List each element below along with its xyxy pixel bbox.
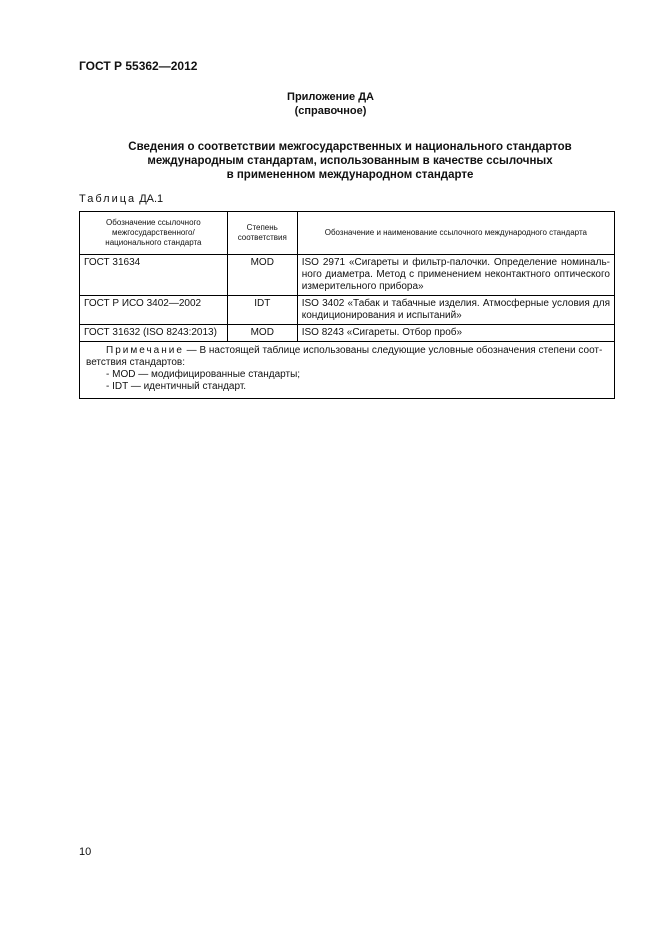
table-label-number: ДА.1 [139, 193, 164, 205]
cell-degree: MOD [227, 255, 297, 296]
cell-international: ISO 2971 «Сигареты и фильтр-палочки. Определение номинального диаметра. Метод с применением неконтактного оптического измерительного прибора» [297, 255, 614, 296]
cell-degree: MOD [227, 325, 297, 342]
note-intro [86, 345, 608, 369]
note-item-idt: - IDT — идентичный стандарт. [106, 381, 247, 392]
cell-standard: ГОСТ 31634 [80, 255, 228, 296]
header-national-standard: Обозначение ссылочного межгосударственного/ национального стандарта [80, 212, 228, 255]
annex-subtitle: (справочное) [294, 105, 367, 117]
table-note [80, 342, 615, 399]
cell-standard: ГОСТ Р ИСО 3402—2002 [80, 296, 228, 325]
table-label-prefix: Таблица [79, 193, 137, 205]
section-title [120, 140, 580, 182]
note-label: Примечание [106, 345, 184, 356]
table-label [79, 193, 163, 205]
table-note-row [80, 342, 615, 399]
title-line-1: Сведения о соответствии межгосударственных и национального стандартов [128, 141, 572, 153]
document-designation: ГОСТ Р 55362—2012 [79, 59, 198, 73]
table-row [80, 325, 615, 342]
note-text: — В настоящей таблице использованы следующие условные обозначения степени соответствия стандартов: [86, 345, 603, 368]
table-row [80, 296, 615, 325]
annex-title: Приложение ДА [287, 91, 374, 103]
header-degree: Степень соответствия [227, 212, 297, 255]
header-international-standard: Обозначение и наименование ссылочного международного стандарта [297, 212, 614, 255]
cell-international: ISO 3402 «Табак и табачные изделия. Атмосферные условия для кондиционирования и испытаний» [297, 296, 614, 325]
page-number: 10 [79, 846, 92, 858]
cell-standard: ГОСТ 31632 (ISO 8243:2013) [80, 325, 228, 342]
annex-heading [0, 90, 661, 118]
title-line-2: международным стандартам, использованным в качестве ссылочных [147, 155, 553, 167]
table-row [80, 255, 615, 296]
standards-table [79, 211, 615, 399]
cell-degree: IDT [227, 296, 297, 325]
note-item-mod: - MOD — модифицированные стандарты; [106, 369, 301, 380]
cell-international: ISO 8243 «Сигареты. Отбор проб» [297, 325, 614, 342]
title-line-3: в примененном международном стандарте [226, 169, 474, 181]
table-header-row [80, 212, 615, 255]
